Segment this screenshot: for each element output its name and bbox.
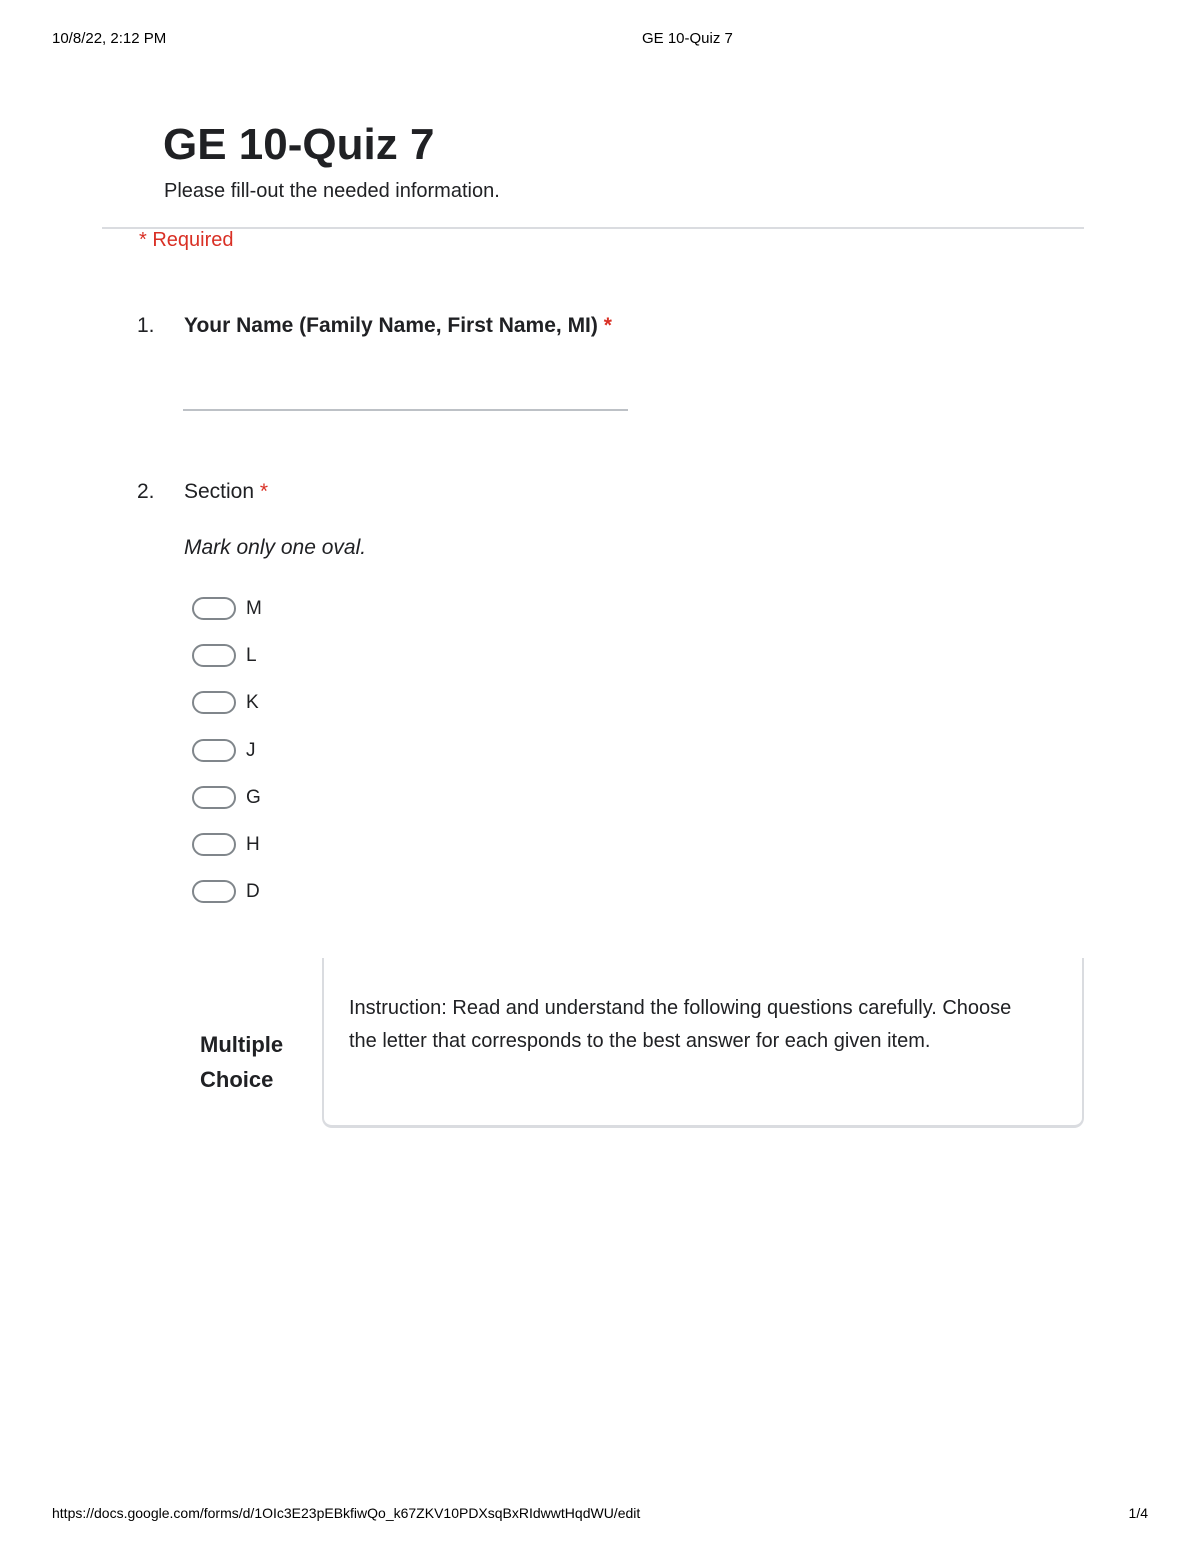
question-text <box>184 314 612 338</box>
required-asterisk: * <box>259 480 269 503</box>
question-number: 2. <box>137 480 155 503</box>
page-number: 1/4 <box>1128 1505 1148 1521</box>
print-header <box>52 30 1148 50</box>
option-label: D <box>246 881 260 903</box>
question-number: 1. <box>137 314 155 337</box>
radio-oval[interactable] <box>192 739 236 762</box>
option-label: G <box>246 786 261 808</box>
form-title: GE 10-Quiz 7 <box>163 120 435 169</box>
radio-oval[interactable] <box>192 880 236 903</box>
option-label: H <box>246 833 260 855</box>
radio-oval[interactable] <box>192 833 236 856</box>
option-label: M <box>246 598 262 619</box>
print-doc-title: GE 10-Quiz 7 <box>642 30 733 47</box>
name-answer-line[interactable] <box>183 409 628 411</box>
required-note: * Required <box>139 229 234 251</box>
question-label: Your Name (Family Name, First Name, MI) <box>184 314 598 337</box>
question-label: Section <box>184 480 255 503</box>
title-divider <box>102 227 1084 229</box>
print-datetime: 10/8/22, 2:12 PM <box>52 30 167 47</box>
option-label: L <box>246 645 257 667</box>
radio-oval[interactable] <box>192 786 236 809</box>
print-footer <box>52 1505 1148 1525</box>
radio-oval[interactable] <box>192 644 236 667</box>
section-instruction-card <box>322 958 1084 1128</box>
print-url: https://docs.google.com/forms/d/1OIc3E23pEBkfiwQo_k67ZKV10PDXsqBxRIdwwtHqdWU/edit <box>52 1505 641 1521</box>
option-label: K <box>246 692 259 714</box>
section-instruction: Instruction: Read and understand the following questions carefully. Choose the letter that corresponds to the best answer for each given item. <box>349 997 1012 1052</box>
required-asterisk: * <box>603 314 612 337</box>
radio-oval[interactable] <box>192 691 236 714</box>
question-hint: Mark only one oval. <box>184 536 367 559</box>
option-label: J <box>246 739 256 761</box>
radio-oval[interactable] <box>192 597 236 620</box>
section-title: Multiple Choice <box>200 1032 284 1092</box>
question-text <box>184 480 268 504</box>
form-description: Please fill-out the needed information. <box>164 180 500 202</box>
